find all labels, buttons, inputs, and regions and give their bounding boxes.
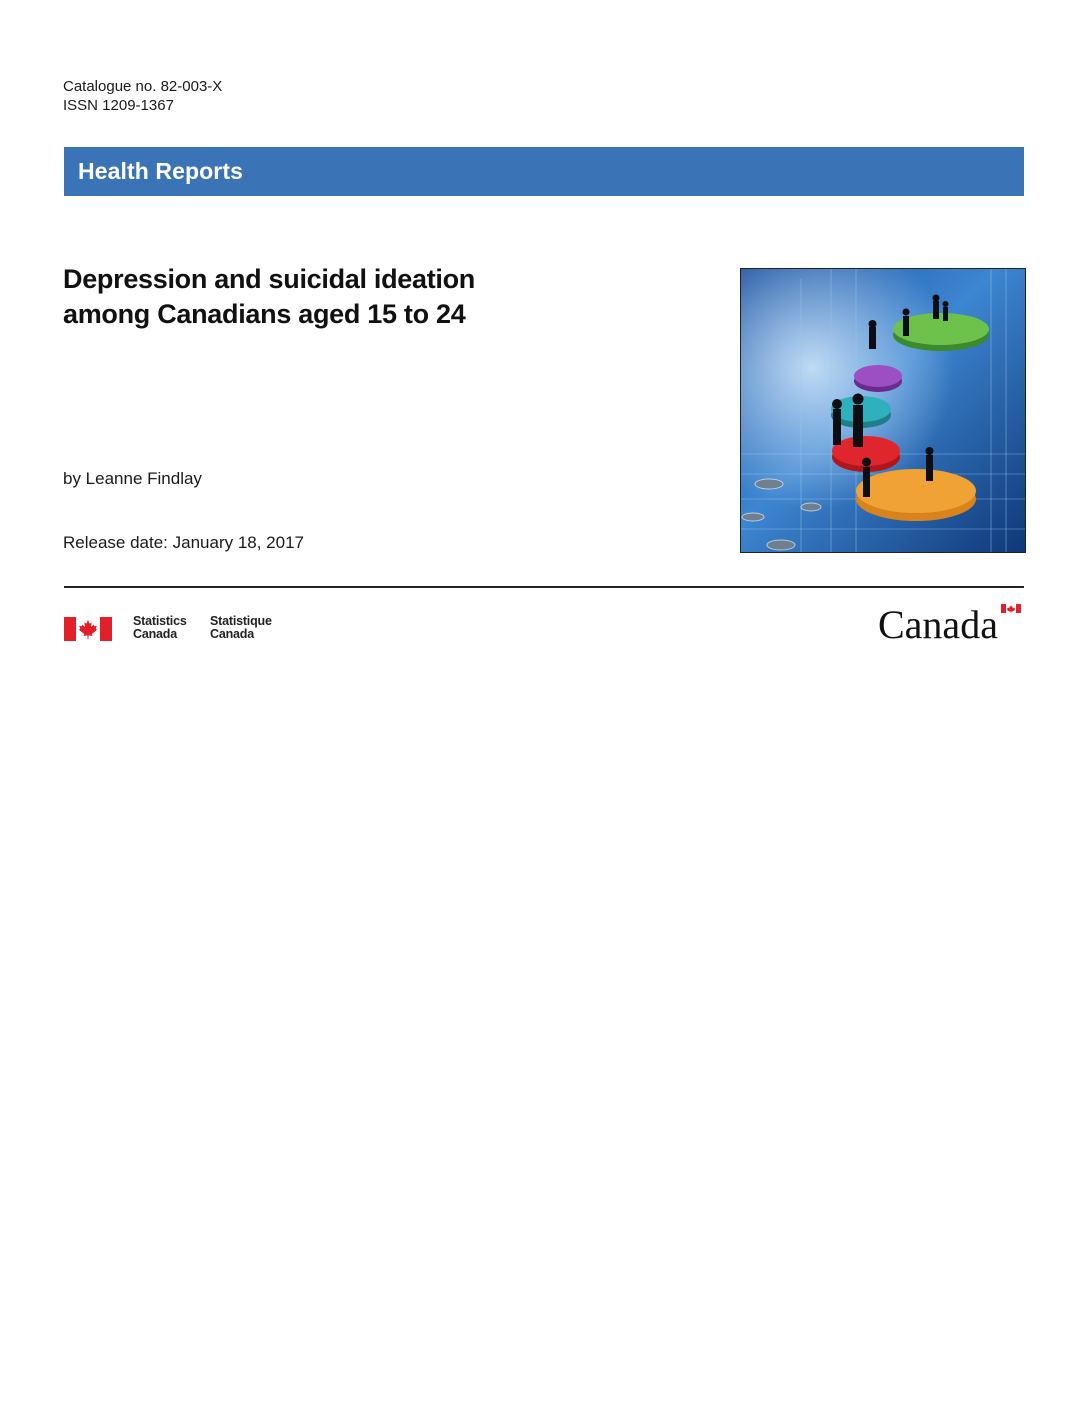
agency-fr-line-1: Statistique xyxy=(210,614,272,628)
footer-divider xyxy=(64,586,1024,588)
cover-illustration xyxy=(740,268,1026,553)
agency-en-line-2: Canada xyxy=(133,627,177,641)
agency-name-english xyxy=(133,615,187,641)
agency-fr-line-2: Canada xyxy=(210,627,254,641)
canada-flag-icon xyxy=(64,617,112,641)
agency-en-line-1: Statistics xyxy=(133,614,187,628)
wordmark-text: Canada xyxy=(878,602,998,644)
series-title: Health Reports xyxy=(78,158,243,184)
author-byline: by Leanne Findlay xyxy=(63,469,202,488)
cover-illustration-art xyxy=(741,269,1025,552)
issn-number: ISSN 1209-1367 xyxy=(63,97,174,114)
article-title xyxy=(63,262,663,332)
canada-wordmark-logo xyxy=(878,600,1026,644)
agency-name-french xyxy=(210,615,272,641)
series-banner xyxy=(64,147,1024,196)
article-title-line-1: Depression and suicidal ideation xyxy=(63,264,475,294)
release-date: Release date: January 18, 2017 xyxy=(63,533,305,552)
catalogue-info xyxy=(63,77,222,115)
catalogue-number: Catalogue no. 82-003-X xyxy=(63,78,223,95)
article-title-line-2: among Canadians aged 15 to 24 xyxy=(63,299,466,329)
